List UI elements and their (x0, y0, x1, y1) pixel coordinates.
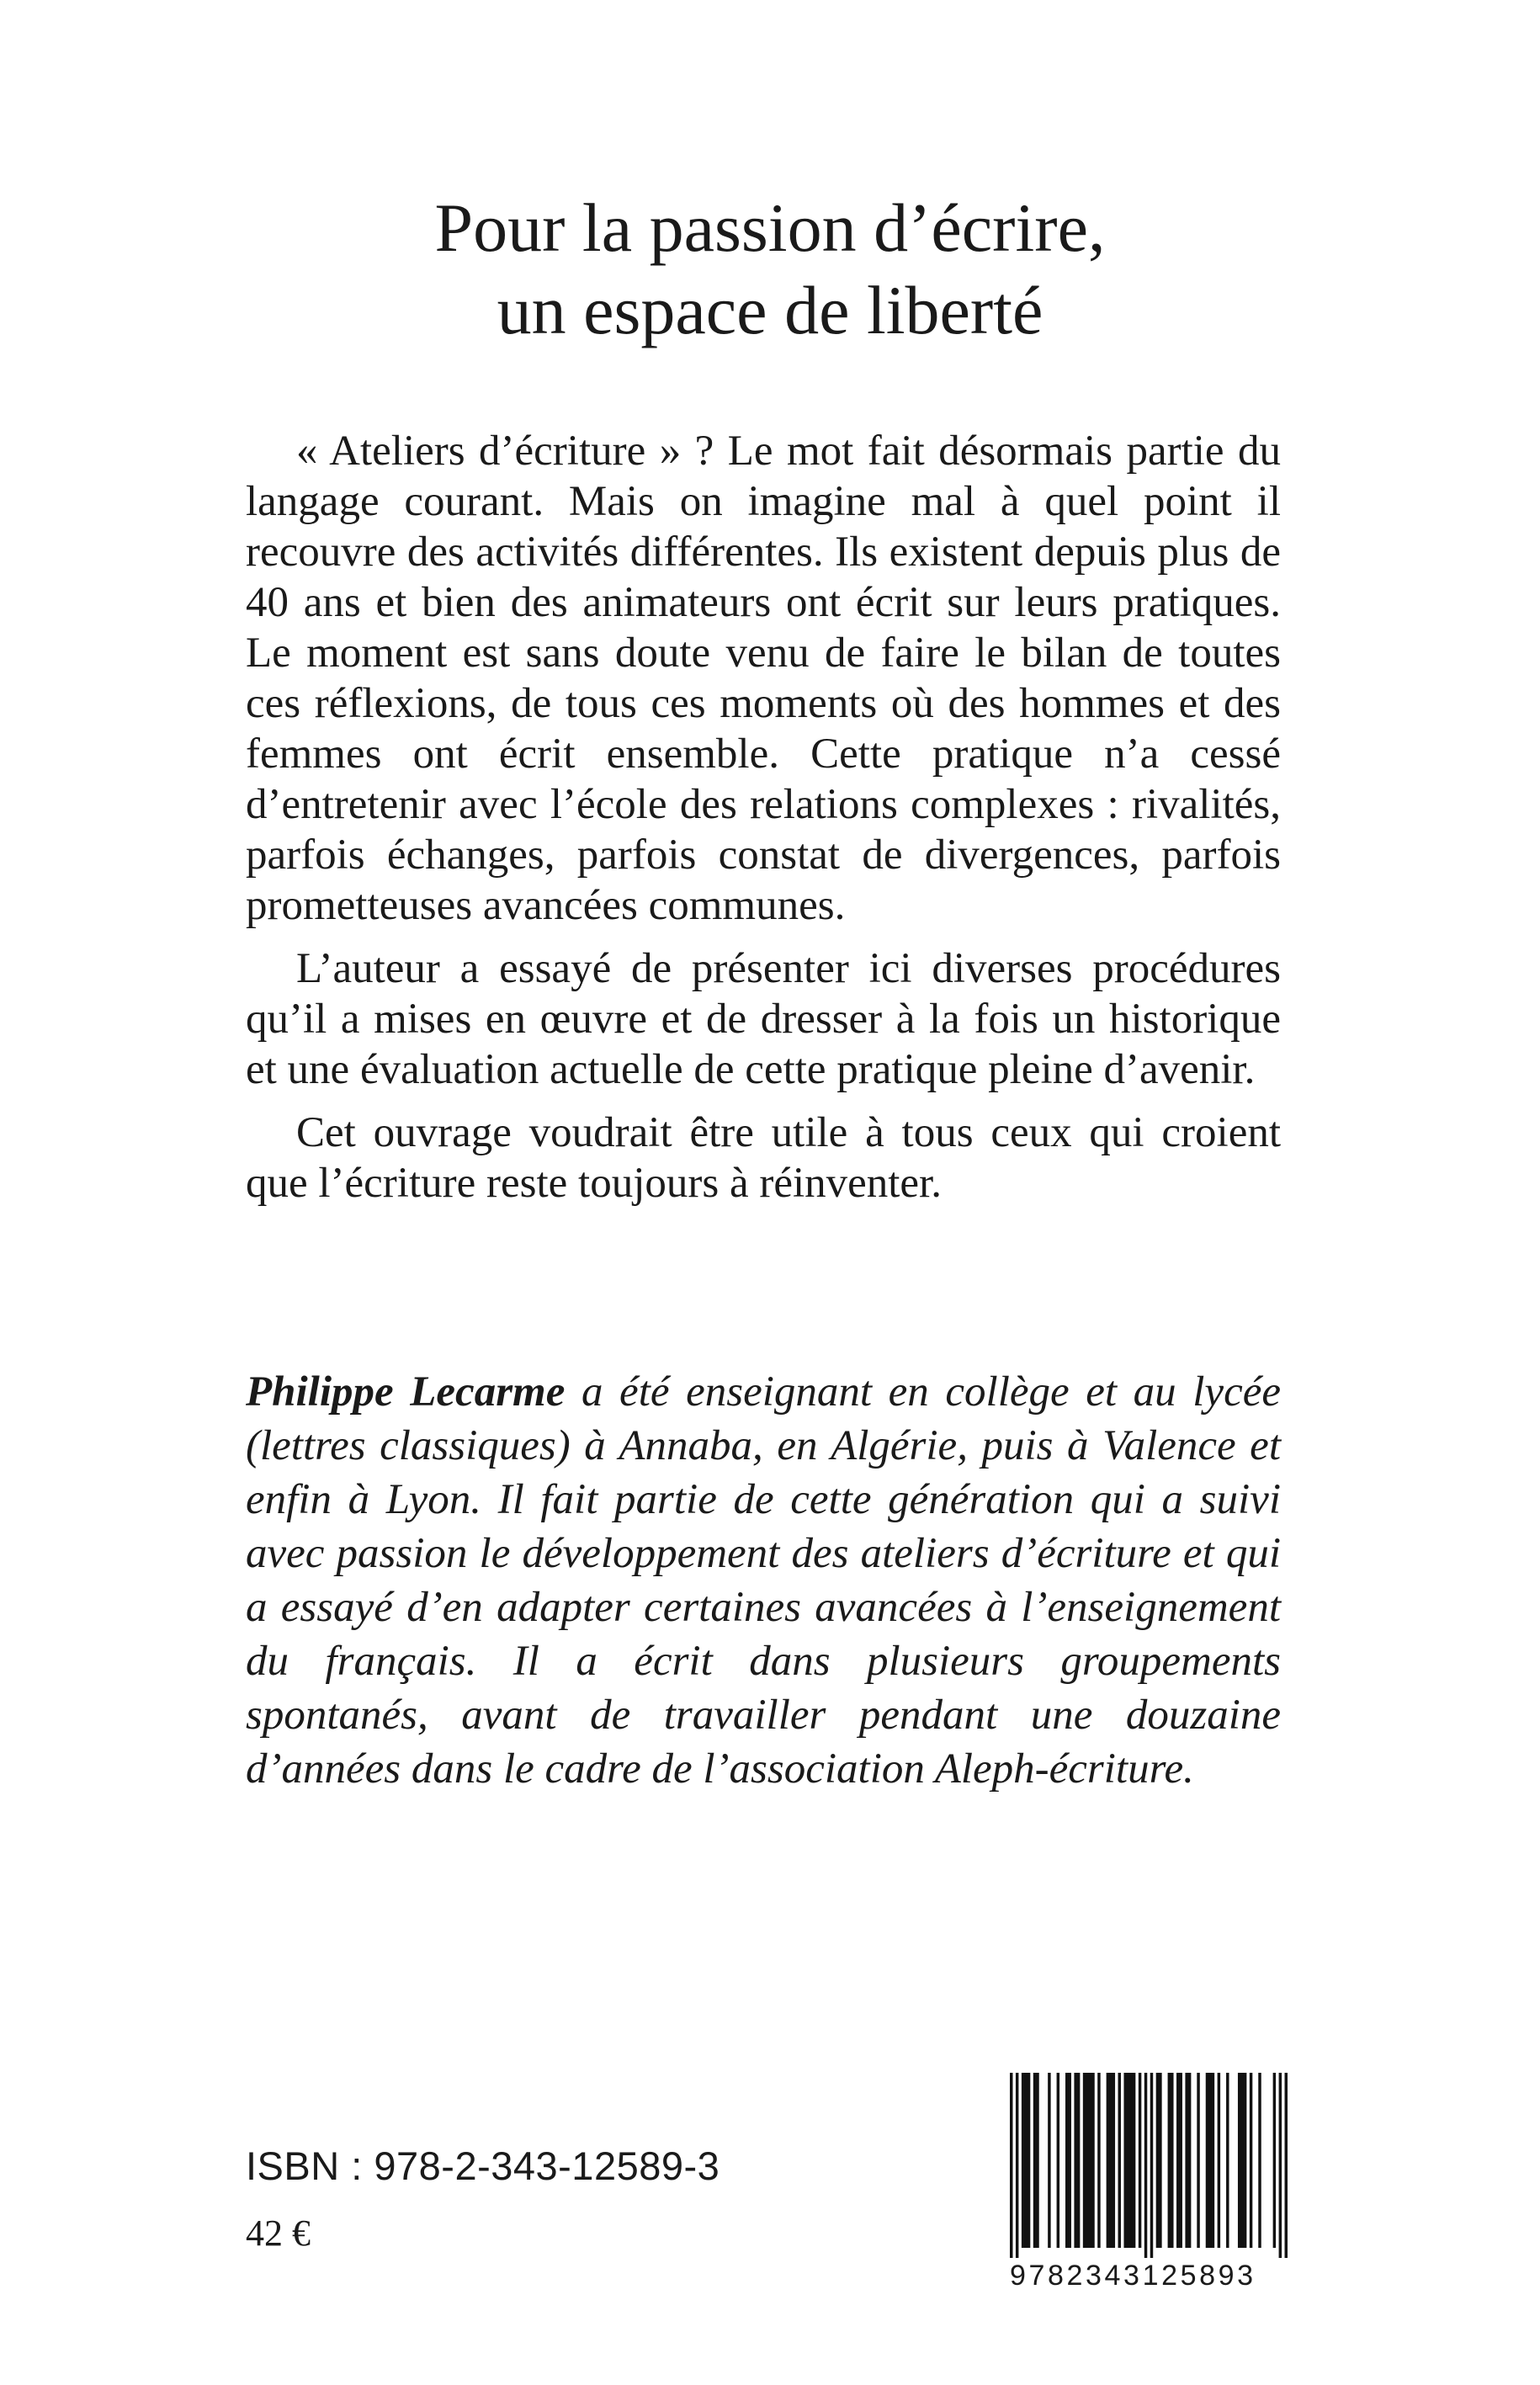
author-name: Philippe Lecarme (246, 1368, 566, 1416)
barcode-bar (1107, 2073, 1115, 2248)
barcode-bar (1273, 2073, 1276, 2248)
barcode-bar (1218, 2073, 1220, 2248)
barcode-bar (1083, 2073, 1095, 2248)
barcode-bar (1197, 2073, 1199, 2248)
barcode-bar (1168, 2073, 1174, 2248)
barcode-bar (1048, 2073, 1050, 2248)
barcode-bar (1123, 2073, 1135, 2248)
author-bio-text: a été enseignant en collège et au lycée (lettres classiques) à Annaba, en Algérie, puis à Valence et enfin à Lyon. Il fait partie de cette génération qui a suivi avec passion le développement des ateliers d’écriture et qui a essayé d’en adapter certaines avancées à l’enseignement du français. Il a écrit dans plusieurs groupements spontanés, avant de travailler pendant une douzaine d’années dans le cadre de l’association Aleph-écriture. (246, 1368, 1281, 1793)
barcode-bar (1176, 2073, 1182, 2248)
summary-paragraph-3: Cet ouvrage voudrait être utile à tous ceux qui croient que l’écriture reste toujours à réinventer. (246, 1109, 1281, 1207)
barcode-bar (1185, 2073, 1191, 2248)
barcode-bar (1156, 2073, 1162, 2248)
barcode-bar (1144, 2073, 1147, 2258)
barcode-bar (1206, 2073, 1214, 2248)
isbn-number: ISBN : 978-2-343-12589-3 (246, 2143, 720, 2188)
summary-paragraph-2: L’auteur a essayé de présenter ici diverses procédures qu’il a mises en œuvre et de dresser à la fois un historique et une évaluation actuelle de cette pratique pleine d’avenir. (246, 945, 1281, 1093)
barcode-bar (1279, 2073, 1282, 2258)
barcode-bar (1074, 2073, 1080, 2248)
book-title (0, 187, 1540, 352)
title-line-1: Pour la passion d’écrire, (434, 189, 1106, 266)
barcode-bars (1010, 2073, 1288, 2258)
barcode-bar (1150, 2073, 1153, 2258)
title-line-2: un espace de liberté (497, 272, 1043, 348)
back-cover-summary (246, 426, 1281, 1221)
summary-paragraph-1: « Ateliers d’écriture » ? Le mot fait désormais partie du langage courant. Mais on imagine mal à quel point il recouvre des activités différentes. Ils existent depuis plus de 40 ans et bien des animateurs ont écrit sur leurs pratiques. Le moment est sans doute venu de faire le bilan de toutes ces réflexions, de tous ces moments où des hommes et des femmes ont écrit ensemble. Cette pratique n’a cessé d’entretenir avec l’école des relations complexes : rivalités, parfois échanges, parfois constat de divergences, parfois prometteuses avancées communes. (246, 428, 1281, 929)
price: 42 € (246, 2212, 311, 2254)
barcode-bar (1226, 2073, 1229, 2248)
barcode-bar (1139, 2073, 1141, 2248)
barcode-digits: 9782343125893 (1010, 2260, 1256, 2292)
barcode-bar (1285, 2073, 1288, 2258)
barcode-bar (1097, 2073, 1100, 2248)
barcode-bar (1010, 2073, 1012, 2258)
barcode-bar (1258, 2073, 1261, 2248)
barcode-bar (1250, 2073, 1252, 2248)
barcode-bar (1118, 2073, 1121, 2248)
barcode-bar (1033, 2073, 1039, 2248)
author-bio (246, 1365, 1281, 1796)
barcode-bar (1057, 2073, 1059, 2248)
barcode-bar (1016, 2073, 1018, 2258)
barcode-bar (1065, 2073, 1071, 2248)
barcode-bar (1022, 2073, 1030, 2248)
barcode-bar (1238, 2073, 1246, 2248)
isbn-barcode (1010, 2073, 1288, 2290)
